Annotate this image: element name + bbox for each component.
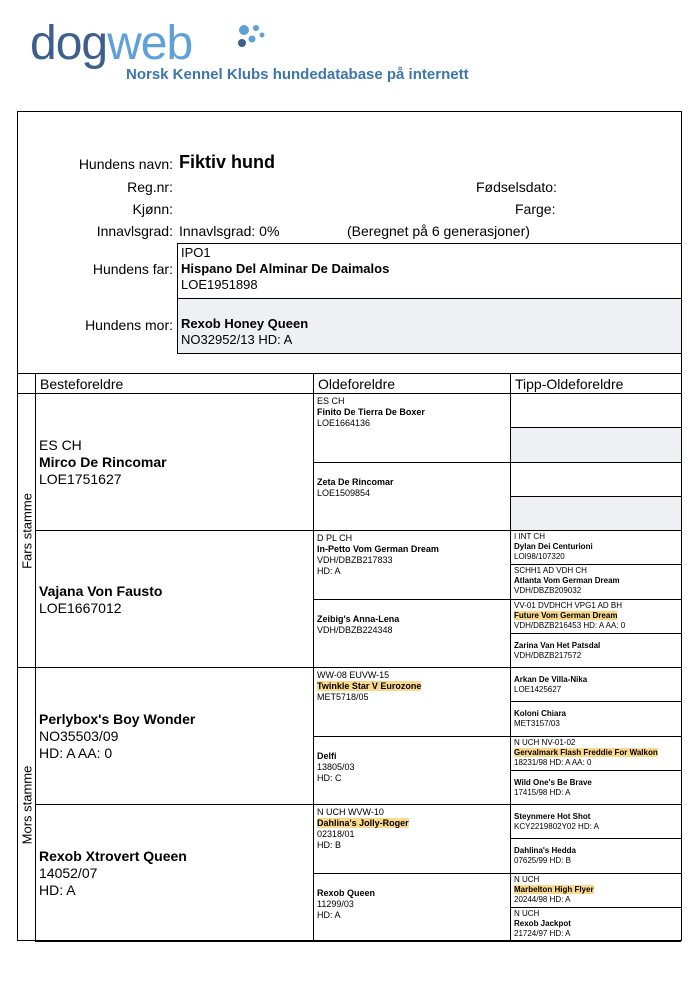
- grandparent-reg: LOE1751627: [39, 471, 122, 487]
- great-great-grandparent-text: [514, 601, 625, 631]
- great-grandparent-name: Finito De Tierra De Boxer: [317, 407, 425, 417]
- logo-subtitle: Norsk Kennel Klubs hundedatabase på internett: [126, 66, 469, 83]
- side-mother: [18, 668, 36, 942]
- ggg-title: I INT CH: [514, 532, 545, 541]
- ggg-name: Steynmere Hot Shot: [514, 812, 591, 821]
- side-father: [18, 394, 36, 668]
- grandparent-reg: LOE1667012: [39, 599, 122, 616]
- great-grandparent-text: [317, 751, 355, 784]
- grandparent-health: HD: A AA: 0: [39, 745, 113, 761]
- great-great-grandparent-cell[interactable]: [511, 463, 681, 497]
- grandparent-title: ES CH: [39, 437, 82, 453]
- great-grandparent-name: Rexob Queen: [317, 887, 376, 898]
- father-reg: LOE1951898: [181, 277, 258, 292]
- corner-cell: [18, 374, 36, 394]
- great-grandparent-cell[interactable]: [314, 874, 511, 943]
- grandparent-cell[interactable]: [36, 805, 314, 942]
- great-grandparent-cell[interactable]: [314, 463, 511, 532]
- great-great-grandparent-text: [514, 909, 571, 939]
- ggg-name: Future Vom German Dream: [514, 610, 618, 620]
- ggg-name: Dahlina's Hedda: [514, 846, 576, 856]
- ggg-reg: VDH/DBZB217572: [514, 650, 582, 660]
- ggg-reg: VDH/DBZB216453 HD: A AA: 0: [514, 620, 626, 630]
- great-grandparent-name: Zeta De Rincomar: [317, 476, 394, 487]
- great-great-grandparent-text: [514, 846, 576, 866]
- mother-label: Hundens mor:: [85, 317, 173, 333]
- great-great-grandparent-cell[interactable]: [511, 874, 681, 908]
- grandparent-text: [39, 583, 162, 617]
- great-great-grandparent-cell[interactable]: [511, 908, 681, 942]
- mother-reg: NO32952/13 HD: A: [181, 332, 293, 347]
- great-grandparent-name: Zeibig's Anna-Lena: [317, 613, 400, 624]
- great-grandparent-reg: 13805/03: [317, 761, 355, 772]
- ggg-reg: LOE1425627: [514, 685, 562, 694]
- grandparent-text: [39, 848, 187, 899]
- mother-name: Rexob Honey Queen: [181, 316, 309, 331]
- great-great-grandparent-text: [514, 641, 600, 661]
- ggg-reg: MET3157/03: [514, 719, 560, 729]
- great-grandparent-cell[interactable]: [314, 394, 511, 463]
- ggg-reg: VDH/DBZB209032: [514, 586, 582, 596]
- great-great-grandparent-text: [514, 532, 593, 562]
- great-grandparent-cell[interactable]: [314, 600, 511, 669]
- grandparent-text: [39, 711, 195, 762]
- calc-note: (Beregnet på 6 generasjoner): [347, 223, 530, 239]
- ggg-title: N UCH: [514, 908, 540, 918]
- great-great-grandparent-cell[interactable]: [511, 737, 681, 771]
- grandparent-name: Perlybox's Boy Wonder: [39, 711, 196, 727]
- ggg-name: Gervalmark Flash Freddie For Walkon: [514, 747, 658, 757]
- birth-label: Fødselsdato:: [476, 179, 557, 195]
- ggg-name: Marbelton High Flyer: [514, 884, 594, 894]
- ggg-reg: 07625/99 HD: B: [514, 856, 571, 866]
- grandparent-health: HD: A: [39, 882, 76, 898]
- pedigree-grid: [18, 373, 681, 941]
- great-great-grandparent-cell[interactable]: [511, 428, 681, 462]
- great-grandparent-text: [317, 396, 425, 429]
- ggg-name: Rexob Jackpot: [514, 918, 571, 928]
- grandparent-cell[interactable]: [36, 394, 314, 531]
- dog-details: [18, 112, 681, 371]
- great-grandparent-health: HD: C: [317, 772, 342, 783]
- great-grandparent-cell[interactable]: [314, 805, 511, 874]
- pedigree-frame: [17, 111, 682, 941]
- great-great-grandparent-cell[interactable]: [511, 702, 681, 736]
- great-grandparent-title: N UCH WVW-10: [317, 807, 384, 817]
- great-grandparent-text: [317, 614, 399, 636]
- sex-label: Kjønn:: [132, 201, 173, 217]
- ggg-reg: KCY2219802Y02 HD: A: [514, 822, 599, 831]
- great-great-grandparent-cell[interactable]: [511, 805, 681, 839]
- great-grandparent-text: [317, 670, 421, 703]
- ggg-title: N UCH: [514, 874, 540, 884]
- great-great-grandparent-cell[interactable]: [511, 600, 681, 634]
- ggg-reg: LOI98/107320: [514, 552, 565, 561]
- great-grandparent-name: Dahlina's Jolly-Roger: [317, 818, 409, 828]
- grandparent-reg: NO35503/09: [39, 728, 119, 744]
- ggg-reg: 21724/97 HD: A: [514, 928, 571, 938]
- father-label: Hundens far:: [92, 261, 173, 277]
- great-great-grandparent-cell[interactable]: [511, 565, 681, 599]
- great-great-grandparent-cell[interactable]: [511, 771, 681, 805]
- reg-label: Reg.nr:: [127, 179, 173, 195]
- ggg-name: Arkan De Villa-Nika: [514, 675, 588, 684]
- ggg-name: Koloni Chiara: [514, 709, 567, 719]
- grandparent-text: [39, 437, 167, 488]
- grandparent-cell[interactable]: [36, 668, 314, 805]
- mother-line-label: Mors stamme: [19, 765, 34, 845]
- col-head-gen2: Oldeforeldre: [314, 374, 511, 394]
- logo-wordmark: dogweb: [30, 17, 193, 70]
- father-line-label: Fars stamme: [19, 492, 34, 569]
- col-head-gen3: Tipp-Oldeforeldre: [511, 374, 681, 394]
- great-grandparent-name: Delfi: [317, 750, 337, 761]
- great-great-grandparent-cell[interactable]: [511, 839, 681, 873]
- ggg-name: Dylan Dei Centurioni: [514, 542, 593, 551]
- dogweb-logo[interactable]: [30, 14, 550, 84]
- great-great-grandparent-cell[interactable]: [511, 394, 681, 428]
- great-great-grandparent-text: [514, 675, 587, 695]
- great-grandparent-text: [317, 477, 394, 499]
- great-great-grandparent-cell[interactable]: [511, 634, 681, 668]
- grandparent-name: Mirco De Rincomar: [39, 454, 167, 470]
- great-great-grandparent-text: [514, 778, 592, 798]
- ggg-reg: 17415/98 HD: A: [514, 787, 571, 797]
- great-grandparent-reg: LOE1664136: [317, 418, 371, 428]
- great-grandparent-name: In-Petto Vom German Dream: [317, 544, 439, 554]
- great-grandparent-health: HD: A: [317, 909, 341, 920]
- grandparent-name: Rexob Xtrovert Queen: [39, 848, 187, 864]
- great-grandparent-reg: MET5718/05: [317, 692, 369, 702]
- inbreeding-label: Innavlsgrad:: [96, 223, 173, 239]
- mother-box[interactable]: [177, 298, 682, 354]
- dog-name: Fiktiv hund: [179, 152, 275, 172]
- great-great-grandparent-cell[interactable]: [511, 668, 681, 702]
- ggg-title: VV-01 DVDHCH VPG1 AD BH: [514, 600, 623, 610]
- ggg-name: Zarina Van Het Patsdal: [514, 640, 601, 650]
- great-grandparent-name: Twinkle Star V Eurozone: [317, 681, 422, 691]
- great-grandparent-title: ES CH: [317, 396, 345, 406]
- grandparent-name: Vajana Von Fausto: [39, 582, 163, 599]
- ggg-title: N UCH NV-01-02: [514, 737, 576, 747]
- grandparent-reg: 14052/07: [39, 865, 98, 881]
- great-great-grandparent-text: [514, 709, 566, 729]
- great-grandparent-reg: VDH/DBZB217833: [317, 555, 393, 565]
- col-head-gen1: Besteforeldre: [36, 374, 314, 394]
- great-grandparent-health: HD: B: [317, 840, 342, 850]
- father-name: Hispano Del Alminar De Daimalos: [181, 261, 390, 276]
- great-great-grandparent-text: [514, 566, 620, 596]
- father-box[interactable]: [177, 243, 682, 299]
- great-grandparent-title: D PL CH: [317, 533, 353, 543]
- great-grandparent-reg: LOE1509854: [317, 487, 371, 498]
- great-grandparent-cell[interactable]: [314, 531, 511, 600]
- paw-dots-icon: [232, 24, 272, 60]
- great-grandparent-reg: 02318/01: [317, 829, 355, 839]
- great-great-grandparent-cell[interactable]: [511, 531, 681, 565]
- great-great-grandparent-text: [514, 738, 658, 768]
- great-grandparent-cell[interactable]: [314, 668, 511, 737]
- great-grandparent-cell[interactable]: [314, 737, 511, 806]
- name-label: Hundens navn:: [78, 156, 173, 172]
- great-great-grandparent-text: [514, 812, 599, 832]
- great-grandparent-reg: VDH/DBZB224348: [317, 624, 393, 635]
- ggg-reg: 20244/98 HD: A: [514, 894, 571, 904]
- father-title: IPO1: [181, 245, 211, 260]
- ggg-name: Atlanta Vom German Dream: [514, 576, 620, 586]
- color-label: Farge:: [515, 201, 556, 217]
- great-grandparent-text: [317, 888, 375, 921]
- inbreeding-value: Innavlsgrad: 0%: [179, 223, 280, 239]
- great-grandparent-health: HD: A: [317, 566, 341, 576]
- ggg-name: Wild One's Be Brave: [514, 777, 592, 787]
- grandparent-cell[interactable]: [36, 531, 314, 668]
- ggg-title: SCHH1 AD VDH CH: [514, 566, 587, 576]
- great-grandparent-text: [317, 533, 439, 577]
- great-grandparent-reg: 11299/03: [317, 898, 354, 909]
- great-great-grandparent-text: [514, 875, 594, 905]
- ggg-reg: 18231/98 HD: A AA: 0: [514, 757, 592, 767]
- great-great-grandparent-cell[interactable]: [511, 497, 681, 531]
- great-grandparent-title: WW-08 EUVW-15: [317, 670, 390, 680]
- great-grandparent-text: [317, 807, 409, 851]
